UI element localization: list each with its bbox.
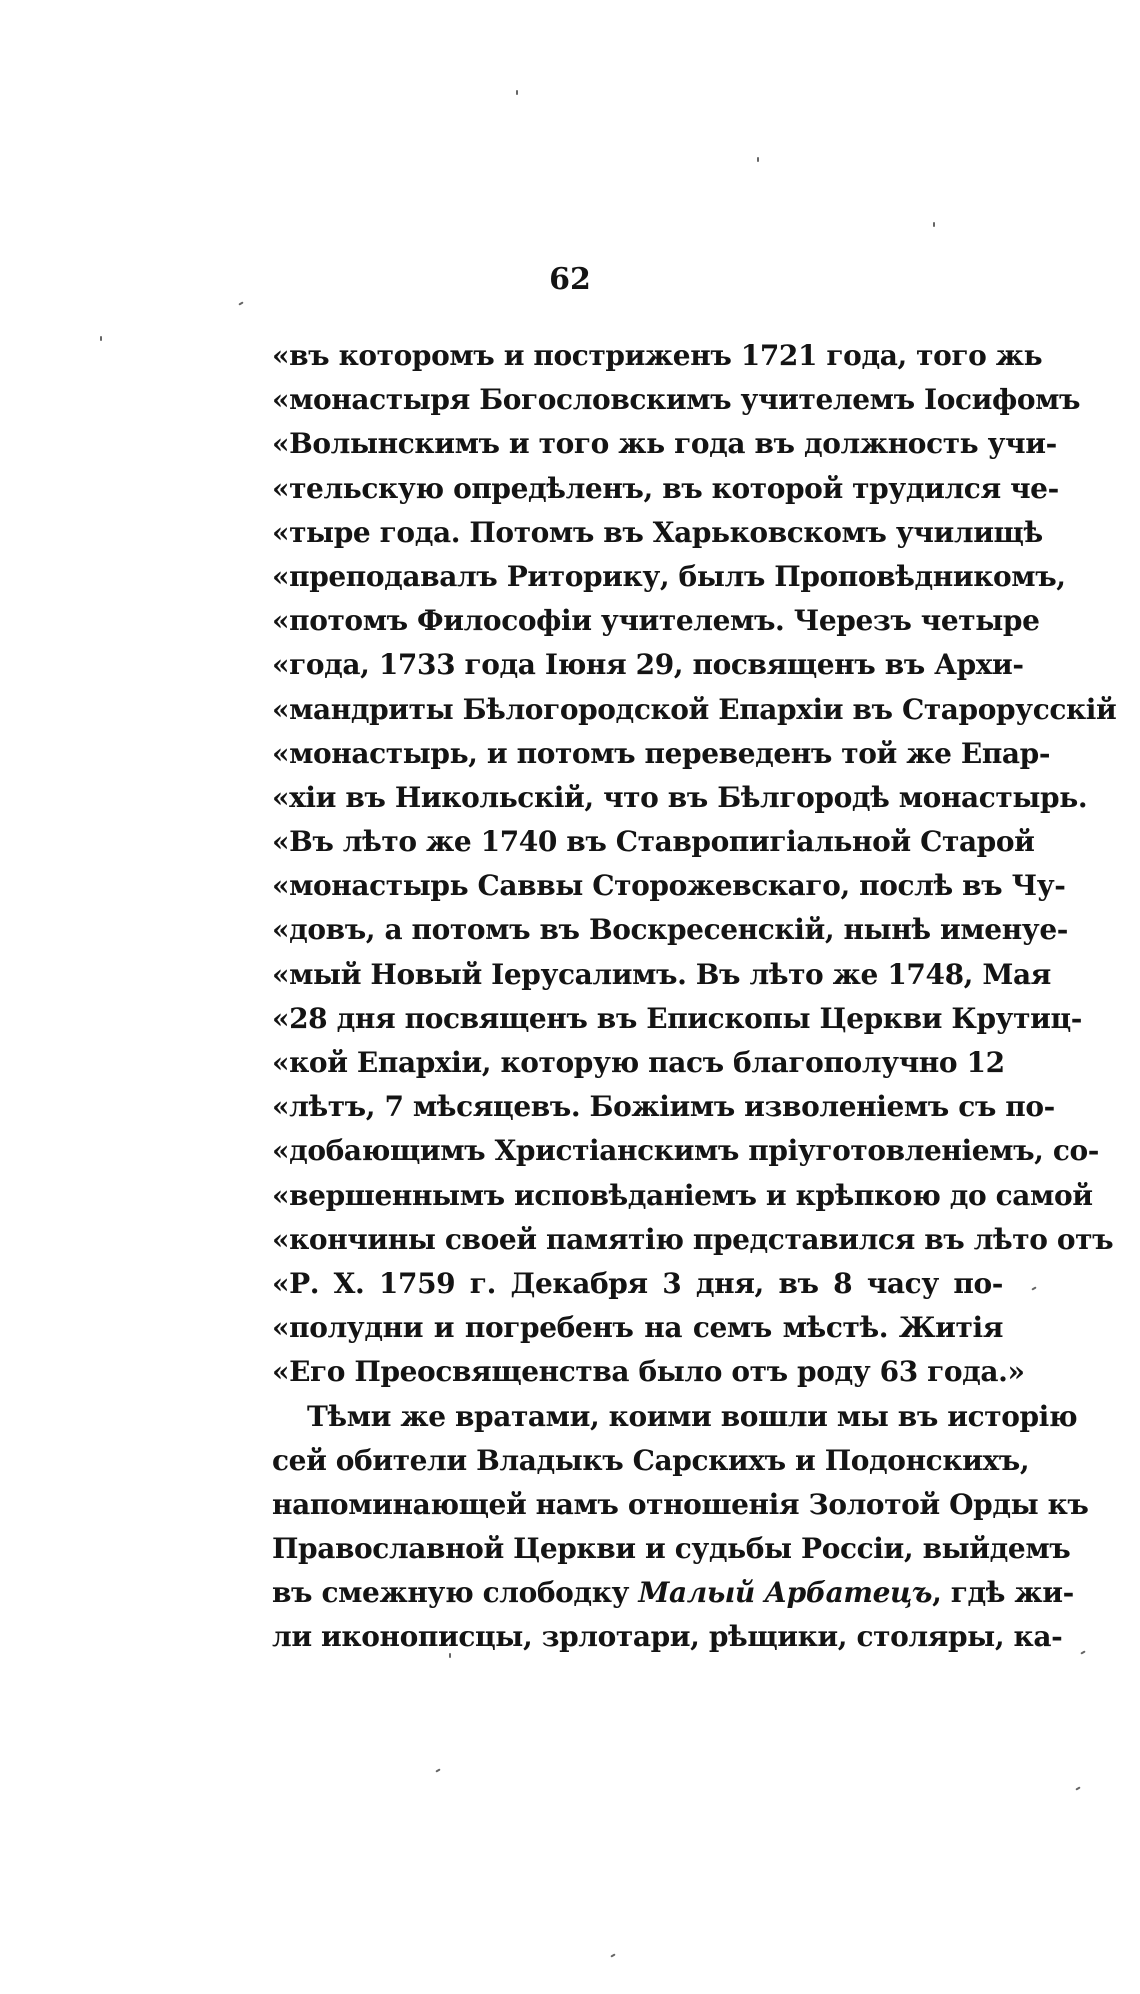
quote-line: «Его Преосвященства было отъ роду 63 года.» bbox=[272, 1355, 1025, 1389]
quote-line: «вершеннымъ исповѣданіемъ и крѣпкою до самой bbox=[272, 1178, 1093, 1212]
quote-line: «кой Епархіи, которую пасъ благополучно 12 bbox=[272, 1046, 1005, 1079]
quote-line: «28 дня посвященъ въ Епископы Церкви Крутиц- bbox=[272, 1001, 1082, 1035]
epitaph-quote bbox=[272, 334, 1117, 1395]
line-text: въ смежную слободку bbox=[272, 1576, 639, 1610]
page-number: 62 bbox=[549, 262, 591, 297]
scan-speck bbox=[933, 222, 935, 227]
quote-line: «мый Новый Іерусалимъ. Въ лѣто же 1748, Мая bbox=[272, 957, 1051, 991]
paragraph-line: ли иконописцы, зрлотари, рѣщики, столяры, ка- bbox=[272, 1620, 1063, 1654]
place-name-italic: Малый Арбатецъ bbox=[638, 1576, 933, 1610]
quote-line: «года, 1733 года Іюня 29, посвященъ въ Архи- bbox=[272, 648, 1024, 682]
scan-speck bbox=[435, 1768, 440, 1772]
quote-line: «лѣтъ, 7 мѣсяцевъ. Божіимъ изволеніемъ съ по- bbox=[272, 1090, 1055, 1124]
quote-line: «монастыря Богословскимъ учителемъ Іосифомъ bbox=[272, 383, 1081, 417]
scan-speck bbox=[757, 157, 759, 162]
scan-speck bbox=[1080, 1650, 1085, 1654]
quote-line: «Р. Х. 1759 г. Декабря 3 дня, въ 8 часу по- bbox=[272, 1266, 1003, 1300]
quote-line: «кончины своей памятію представился въ лѣто отъ bbox=[272, 1222, 1114, 1256]
quote-line: «тельскую опредѣленъ, въ которой трудился че- bbox=[272, 471, 1059, 505]
scan-speck bbox=[238, 301, 243, 305]
paragraph-line: Православной Церкви и судьбы Россіи, выйдемъ bbox=[272, 1532, 1071, 1566]
quote-line: «потомъ Философіи учителемъ. Черезъ четыре bbox=[272, 604, 1040, 638]
scan-speck bbox=[516, 90, 518, 95]
quote-line: «тыре года. Потомъ въ Харьковскомъ училищѣ bbox=[272, 515, 1043, 549]
page-text bbox=[272, 334, 1117, 1660]
scan-speck bbox=[100, 336, 102, 341]
paragraph-line: сей обители Владыкъ Сарскихъ и Подонскихъ, bbox=[272, 1443, 1030, 1477]
quote-line: «въ которомъ и постриженъ 1721 года, того жь bbox=[272, 339, 1043, 372]
scan-speck bbox=[1075, 1786, 1080, 1790]
paragraph-line: напоминающей намъ отношенія Золотой Орды къ bbox=[272, 1487, 1089, 1521]
narrative-paragraph bbox=[272, 1395, 1089, 1660]
quote-line: «хіи въ Никольскій, что въ Бѣлгородѣ монастырь. bbox=[272, 780, 1088, 814]
line-text: , гдѣ жи- bbox=[932, 1576, 1074, 1610]
scan-speck bbox=[610, 1953, 615, 1957]
quote-line: «монастырь, и потомъ переведенъ той же Епар- bbox=[272, 736, 1051, 770]
scan-speck bbox=[1031, 1286, 1036, 1290]
paragraph-line bbox=[272, 1571, 1074, 1615]
quote-line: «Въ лѣто же 1740 въ Ставропигіальной Старой bbox=[272, 825, 1035, 859]
quote-line: «Волынскимъ и того жь года въ должность учи- bbox=[272, 427, 1057, 461]
quote-line: «мандриты Бѣлогородской Епархіи въ Старорусскій bbox=[272, 692, 1117, 726]
quote-line: «преподавалъ Риторику, былъ Проповѣдникомъ, bbox=[272, 559, 1066, 593]
quote-line: «довъ, а потомъ въ Воскресенскій, нынѣ именуе- bbox=[272, 913, 1068, 947]
quote-line: «монастырь Саввы Сторожевскаго, послѣ въ Чу- bbox=[272, 869, 1066, 903]
quote-line: «полудни и погребенъ на семъ мѣстѣ. Житія bbox=[272, 1311, 1003, 1345]
quote-line: «добающимъ Христіанскимъ пріуготовленіемъ, со- bbox=[272, 1134, 1100, 1168]
paragraph-line: Тѣми же вратами, коими вошли мы въ исторію bbox=[307, 1399, 1078, 1433]
